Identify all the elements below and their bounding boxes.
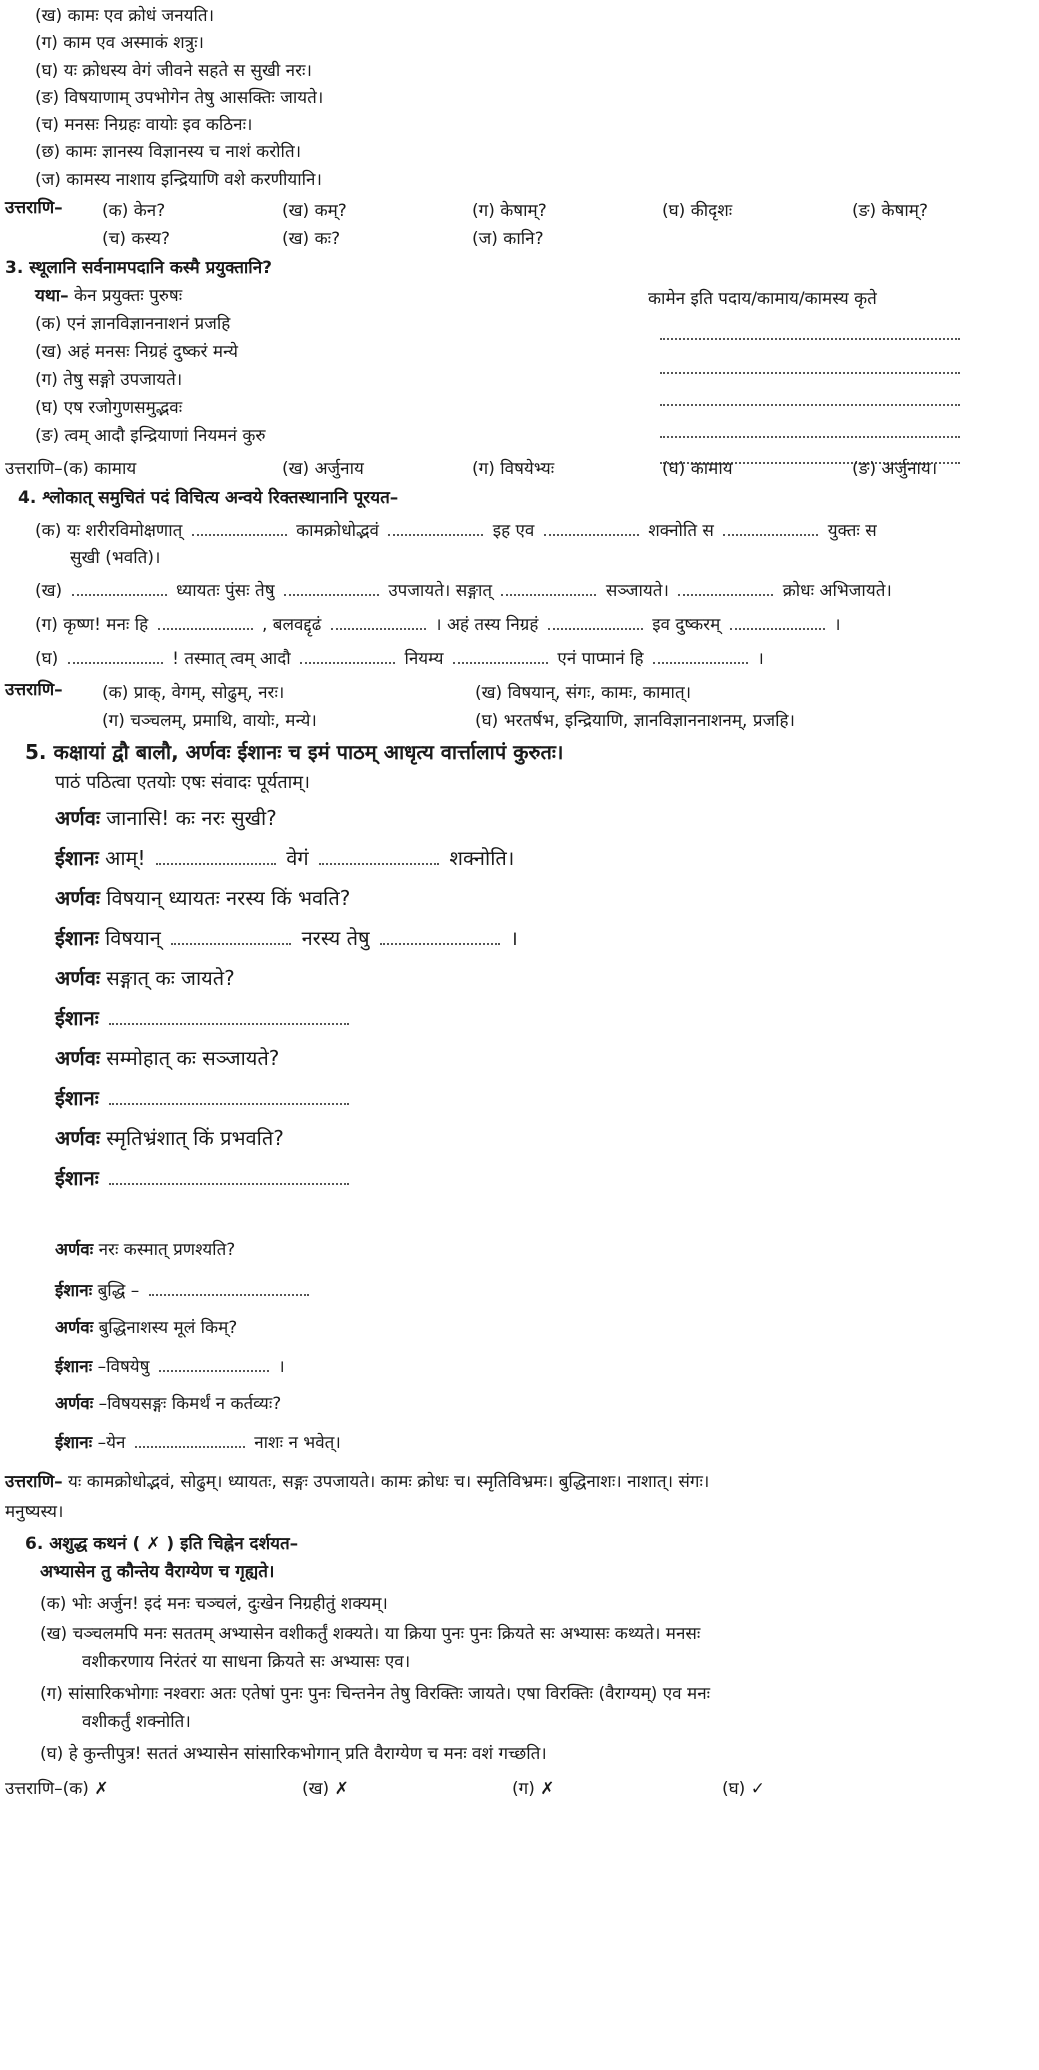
item-label: (च)	[35, 115, 60, 135]
q3-answer: (ग) विषयेभ्यः	[472, 459, 555, 479]
q5-dialog-7	[55, 1046, 279, 1070]
speaker-name: अर्णवः	[55, 806, 100, 830]
speaker-name: ईशानः	[55, 1166, 99, 1190]
dialog-text: बुद्धि –	[97, 1281, 140, 1301]
item-text: तेषु सङ्गो उपजायते।	[63, 370, 183, 390]
fill-blank[interactable]	[501, 580, 596, 596]
q5-dialog-9	[55, 1126, 284, 1150]
fill-blank[interactable]	[678, 580, 773, 596]
item-text: काम एव अस्माकं शत्रुः।	[63, 33, 204, 53]
sec2-item-ja	[35, 170, 322, 190]
speaker-name: अर्णवः	[55, 1046, 100, 1070]
sec2-item-chha	[35, 142, 301, 162]
speaker-name: ईशानः	[55, 1433, 93, 1453]
q6-item-gha	[40, 1744, 547, 1764]
item-text: भोः अर्जुन! इदं मनः चञ्चलं, दुःखेन निग्रहीतुं शक्यम्।	[71, 1594, 388, 1614]
fill-blank[interactable]	[319, 849, 439, 865]
line-text: सञ्जायते।	[605, 581, 669, 601]
dialog-text: वेगं	[286, 846, 309, 870]
fill-blank[interactable]	[109, 1009, 349, 1025]
item-label: (घ)	[35, 61, 59, 81]
q5-dialog-4	[55, 926, 518, 950]
q3-example-text: केन प्रयुक्तः पुरुषः	[74, 286, 183, 306]
answers-text: यः कामक्रोधोद्भवं, सोढुम्। ध्यायतः, सङ्गः उपजायते। कामः क्रोधः च। स्मृतिविभ्रमः। बुद्धिनाशः। नाशात्। संगः।	[68, 1472, 710, 1492]
q5-dialog-5	[55, 966, 235, 990]
answer-blank[interactable]	[660, 372, 960, 374]
q4-answers-lead: उत्तराणि–	[5, 680, 63, 700]
item-text: मनसः निग्रहः वायोः इव कठिनः।	[64, 115, 253, 135]
item-label: (ग)	[40, 1684, 63, 1704]
item-text: अहं मनसः निग्रहं दुष्करं मन्ये	[67, 342, 238, 362]
fill-blank[interactable]	[159, 1356, 269, 1372]
sec2-answer: (ख) कम्?	[282, 201, 347, 221]
q4-line-ga	[35, 614, 841, 635]
item-label: (घ)	[40, 1744, 64, 1764]
dialog-text: नरस्य तेषु	[301, 926, 370, 950]
q6-answer: (ख) ✗	[302, 1779, 349, 1799]
sec2-item-nga	[35, 88, 323, 108]
dialog-text: –येन	[97, 1433, 126, 1453]
fill-blank[interactable]	[653, 648, 748, 664]
item-text: यः क्रोधस्य वेगं जीवने सहते स सुखी नरः।	[63, 61, 312, 81]
q5-answer-line1	[5, 1472, 709, 1492]
sec2-item-ga	[35, 33, 204, 53]
q6-item-ka	[40, 1594, 388, 1614]
q5-title: 5. कक्षायां द्वौ बालौ, अर्णवः ईशानः च इमं पाठम् आधृत्य वार्त्तालापं कुरुतः।	[25, 740, 564, 764]
dialog-text: –विषयसङ्गः किमर्थं न कर्तव्यः?	[98, 1394, 282, 1414]
q6-item-ga-cont: वशीकर्तुं शक्नोति।	[82, 1712, 191, 1732]
answer-blank[interactable]	[660, 404, 960, 406]
sec2-item-cha	[35, 115, 253, 135]
item-text: चञ्चलमपि मनः सततम् अभ्यासेन वशीकर्तुं शक्यते। या क्रिया पुनः पुनः क्रियते सः अभ्यासः कथ्यते। मनसः	[72, 1624, 701, 1644]
dialog-text: सम्मोहात् कः सञ्जायते?	[106, 1046, 280, 1070]
q3-example-answer: कामेन इति पदाय/कामाय/कामस्य कृते	[648, 289, 877, 309]
q5-dialog-2	[55, 846, 514, 870]
item-text: हे कुन्तीपुत्र! सततं अभ्यासेन सांसारिकभोगान् प्रति वैराग्येण च मनः वशं गच्छति।	[68, 1744, 547, 1764]
q3-item-gha	[35, 398, 182, 418]
sec2-answer: (ग) केषाम्?	[472, 201, 547, 221]
q5-dialog2-2	[55, 1280, 313, 1301]
q5-dialog-8	[55, 1086, 353, 1110]
sec2-answer: (ज) कानि?	[472, 229, 544, 249]
q3-item-ga	[35, 370, 182, 390]
item-text: एनं ज्ञानविज्ञाननाशनं प्रजहि	[66, 314, 231, 334]
q4-answer: (ग) चञ्चलम्, प्रमाथि, वायोः, मन्ये।	[102, 711, 317, 731]
item-label: (ग)	[35, 33, 58, 53]
dialog-text: आम्!	[105, 846, 146, 870]
q5-dialog2-5	[55, 1394, 281, 1414]
dialog-text: विषयान् ध्यायतः नरस्य किं भवति?	[106, 886, 351, 910]
dialog-text: सङ्गात् कः जायते?	[106, 966, 235, 990]
speaker-name: ईशानः	[55, 1006, 99, 1030]
q6-answer: उत्तराणि–(क) ✗	[5, 1779, 109, 1799]
q4-line-ka	[35, 520, 877, 541]
item-text: त्वम् आदौ इन्द्रियाणां नियमनं कुरु	[64, 426, 266, 446]
speaker-name: ईशानः	[55, 926, 99, 950]
fill-blank[interactable]	[548, 614, 643, 630]
answers-lead: उत्तराणि–	[5, 1472, 63, 1492]
sec2-item-gha	[35, 61, 312, 81]
q3-answer: (घ) कामाय	[662, 459, 733, 479]
line-text: एनं पाप्मानं हि	[557, 649, 644, 669]
fill-blank[interactable]	[723, 520, 818, 536]
line-text: इह एव	[492, 521, 535, 541]
item-label: (ङ)	[35, 88, 60, 108]
fill-blank[interactable]	[109, 1089, 349, 1105]
q5-dialog-10	[55, 1166, 353, 1190]
line-text: कामक्रोधोद्भवं	[296, 521, 379, 541]
fill-blank[interactable]	[300, 648, 395, 664]
item-text: विषयाणाम् उपभोगेन तेषु आसक्तिः जायते।	[64, 88, 324, 108]
q4-title: 4. श्लोकात् समुचितं पदं विचित्य अन्वये रिक्तस्थानानि पूरयत–	[18, 488, 399, 508]
item-label: (घ)	[35, 398, 59, 418]
line-text: युक्तः स	[827, 521, 877, 541]
q3-item-ka	[35, 314, 230, 334]
item-label: (ज)	[35, 170, 61, 190]
q5-dialog2-6	[55, 1432, 341, 1453]
q3-answer: उत्तराणि–(क) कामाय	[5, 459, 137, 479]
q4-line-gha	[35, 648, 764, 669]
line-text: , बलवद्दृढं	[261, 615, 322, 635]
sec2-answers-lead: उत्तराणि–	[5, 198, 63, 218]
q5-dialog2-3	[55, 1318, 237, 1338]
q3-answer: (ख) अर्जुनाय	[282, 459, 364, 479]
q6-item-kha-cont: वशीकरणाय निरंतरं या साधना क्रियते सः अभ्यासः एव।	[82, 1652, 411, 1672]
dialog-text: जानासि! कः नरः सुखी?	[106, 806, 277, 830]
q4-answer: (क) प्राक्, वेगम्, सोढुम्, नरः।	[102, 683, 285, 703]
item-label: (ग)	[35, 370, 58, 390]
item-label: (ख)	[35, 342, 63, 362]
speaker-name: अर्णवः	[55, 1394, 94, 1414]
q3-answer: (ङ) अर्जुनाय।	[852, 459, 938, 479]
sec2-item-kha	[35, 6, 214, 26]
item-text: सांसारिकभोगाः नश्वराः अतः एतेषां पुनः पुनः चिन्तनेन तेषु विरक्तिः जायते। एषा विरक्तिः (वैराग्यम्) एव मनः	[68, 1684, 711, 1704]
q6-title: 6. अशुद्ध कथनं ( ✗ ) इति चिह्नेन दर्शयत–	[25, 1534, 299, 1554]
speaker-name: ईशानः	[55, 1357, 93, 1377]
fill-blank[interactable]	[109, 1169, 349, 1185]
fill-blank[interactable]	[284, 580, 379, 596]
line-text: ध्यायतः पुंसः तेषु	[175, 581, 275, 601]
fill-blank[interactable]	[544, 520, 639, 536]
fill-blank[interactable]	[192, 520, 287, 536]
speaker-name: अर्णवः	[55, 1126, 100, 1150]
dialog-text: शक्नोति।	[449, 846, 515, 870]
speaker-name: अर्णवः	[55, 1240, 94, 1260]
line-text: शक्नोति स	[648, 521, 714, 541]
q5-dialog2-4	[55, 1356, 285, 1377]
item-label: (क)	[40, 1594, 67, 1614]
item-text: कामः ज्ञानस्य विज्ञानस्य च नाशं करोति।	[65, 142, 302, 162]
q6-item-kha	[40, 1624, 700, 1644]
item-label: (ग)	[35, 615, 58, 635]
speaker-name: ईशानः	[55, 846, 99, 870]
q3-item-kha	[35, 342, 238, 362]
fill-blank[interactable]	[380, 929, 500, 945]
q3-example-label: यथा–	[35, 286, 69, 306]
q5-answer-line2: मनुष्यस्य।	[5, 1502, 64, 1522]
q4-line-kha	[35, 580, 892, 601]
dialog-text: विषयान्	[105, 926, 161, 950]
item-text: कामः एव क्रोधं जनयति।	[67, 6, 215, 26]
line-text: कृष्ण! मनः हि	[63, 615, 149, 635]
q4-answer: (घ) भरतर्षभ, इन्द्रियाणि, ज्ञानविज्ञाननाशनम्, प्रजहि।	[475, 711, 795, 731]
sec2-answer: (घ) कीदृशः	[662, 201, 733, 221]
fill-blank[interactable]	[331, 614, 426, 630]
line-text: क्रोधः अभिजायते।	[782, 581, 892, 601]
dialog-text: नाशः न भवेत्।	[254, 1433, 341, 1453]
fill-blank[interactable]	[171, 929, 291, 945]
q6-answer: (ग) ✗	[512, 1779, 555, 1799]
line-text: ! तस्मात् त्वम् आदौ	[172, 649, 291, 669]
q5-subtitle: पाठं पठित्वा एतयोः एषः संवादः पूर्यताम्।	[55, 772, 310, 793]
q6-subtitle: अभ्यासेन तु कौन्तेय वैराग्येण च गृह्यते।	[40, 1562, 275, 1582]
speaker-name: अर्णवः	[55, 1318, 94, 1338]
item-label: (ख)	[35, 581, 63, 601]
fill-blank[interactable]	[730, 614, 825, 630]
fill-blank[interactable]	[68, 648, 163, 664]
fill-blank[interactable]	[149, 1280, 309, 1296]
speaker-name: अर्णवः	[55, 886, 100, 910]
q5-dialog-1	[55, 806, 277, 830]
fill-blank[interactable]	[388, 520, 483, 536]
answer-blank[interactable]	[660, 338, 960, 340]
q6-answer: (घ) ✓	[722, 1779, 765, 1799]
item-label: (ख)	[35, 6, 63, 26]
fill-blank[interactable]	[135, 1432, 245, 1448]
item-label: (ख)	[40, 1624, 68, 1644]
q4-line-ka-cont	[70, 548, 160, 568]
dialog-text: –विषयेषु	[97, 1357, 150, 1377]
speaker-name: ईशानः	[55, 1086, 99, 1110]
item-label: (छ)	[35, 142, 61, 162]
dialog-text: स्मृतिभ्रंशात् किं प्रभवति?	[106, 1126, 284, 1150]
q3-example	[35, 286, 182, 306]
line-text: ।	[757, 649, 764, 669]
item-label: (घ)	[35, 649, 59, 669]
q5-dialog-6	[55, 1006, 353, 1030]
q6-item-ga	[40, 1684, 710, 1704]
dialog-text: ।	[510, 926, 518, 950]
sec2-answer: (ख) कः?	[282, 229, 341, 249]
fill-blank[interactable]	[453, 648, 548, 664]
line-text: उपजायते। सङ्गात्	[388, 581, 493, 601]
speaker-name: ईशानः	[55, 1281, 93, 1301]
sec2-answer: (च) कस्य?	[102, 229, 171, 249]
line-text: । अहं तस्य निग्रहं	[435, 615, 539, 635]
fill-blank[interactable]	[158, 614, 253, 630]
line-text: इव दुष्करम्	[652, 615, 721, 635]
dialog-text: बुद्धिनाशस्य मूलं किम्?	[98, 1318, 238, 1338]
fill-blank[interactable]	[156, 849, 276, 865]
sec2-answer: (क) केन?	[102, 201, 166, 221]
line-text: ।	[834, 615, 841, 635]
item-label: (ङ)	[35, 426, 60, 446]
line-text: यः शरीरविमोक्षणात्	[66, 521, 183, 541]
dialog-text: ।	[278, 1357, 285, 1377]
q4-answer: (ख) विषयान्, संगः, कामः, कामात्।	[475, 683, 692, 703]
dialog-text: नरः कस्मात् प्रणश्यति?	[98, 1240, 236, 1260]
q5-dialog2-1	[55, 1240, 235, 1260]
item-text: कामस्य नाशाय इन्द्रियाणि वशे करणीयानि।	[66, 170, 322, 190]
q5-dialog-3	[55, 886, 350, 910]
sec2-answer: (ङ) केषाम्?	[852, 201, 928, 221]
line-text: नियम्य	[404, 649, 444, 669]
item-label: (क)	[35, 521, 62, 541]
fill-blank[interactable]	[72, 580, 167, 596]
item-label: (क)	[35, 314, 62, 334]
q3-title: 3. स्थूलानि सर्वनामपदानि कस्मै प्रयुक्तानि?	[5, 258, 273, 278]
speaker-name: अर्णवः	[55, 966, 100, 990]
answer-blank[interactable]	[660, 436, 960, 438]
item-text: एष रजोगुणसमुद्भवः	[63, 398, 183, 418]
line-text: सुखी (भवति)।	[70, 548, 161, 568]
q3-item-nga	[35, 426, 266, 446]
